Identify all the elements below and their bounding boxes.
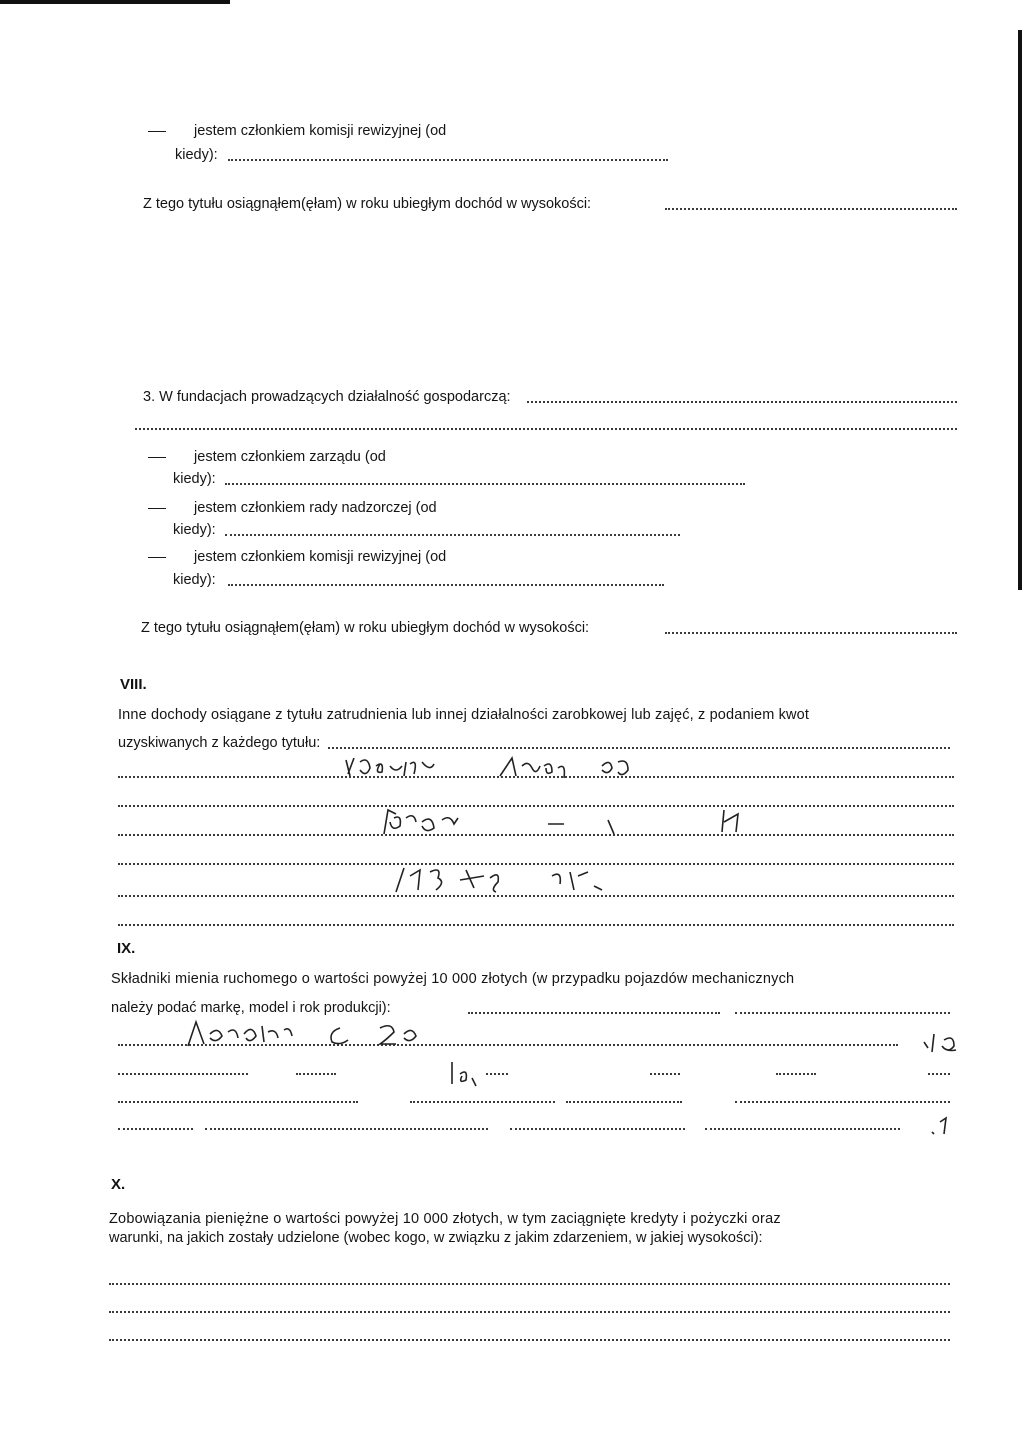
fill-line [410, 1101, 555, 1103]
list-dash [148, 131, 166, 132]
fill-line [228, 584, 664, 586]
scan-right-edge [1018, 30, 1022, 590]
fill-line [928, 1073, 950, 1075]
income-label: Z tego tytułu osiągnąłem(ęłam) w roku ubiegłym dochód w wysokości: [143, 196, 592, 212]
fill-line [510, 1128, 685, 1130]
section-numeral-ix: IX. [117, 940, 136, 957]
section-ix-text-1: Składniki mienia ruchomego o wartości powyżej 10 000 złotych (w przypadku pojazdów mechanicznych [111, 971, 795, 987]
fill-line [468, 1012, 720, 1014]
fill-line [328, 747, 950, 749]
foundations-heading: 3. W fundacjach prowadzących działalność gospodarczą: [143, 389, 511, 405]
list-dash [148, 508, 166, 509]
fill-line [705, 1128, 900, 1130]
fill-line [228, 159, 668, 161]
membership-supervisory-row [148, 499, 437, 517]
membership-revision-committee-row [148, 122, 446, 140]
section-viii-text-2: uzyskiwanych z każdego tytułu: [118, 735, 321, 751]
handwritten-entry-3 [390, 862, 650, 896]
fill-line [735, 1101, 950, 1103]
fill-line [296, 1073, 336, 1075]
section-numeral-viii: VIII. [120, 676, 147, 693]
fill-line [109, 1311, 950, 1313]
fill-line [665, 632, 957, 634]
membership-label: jestem członkiem rady nadzorczej (od [194, 500, 437, 516]
fill-line [486, 1073, 508, 1075]
fill-line [650, 1073, 680, 1075]
handwritten-entry-2 [378, 804, 778, 838]
fill-line [527, 401, 957, 403]
handwritten-margin-mark [926, 1112, 956, 1138]
fill-line [225, 534, 680, 536]
fill-line [735, 1012, 950, 1014]
fill-line [109, 1339, 950, 1341]
fill-line [109, 1283, 950, 1285]
handwritten-entry-1 [340, 752, 640, 782]
membership-label: jestem członkiem komisji rewizyjnej (od [194, 123, 447, 139]
section-ix-text-2: należy podać markę, model i rok produkcji): [111, 1000, 391, 1016]
fill-line [205, 1128, 488, 1130]
section-numeral-x: X. [111, 1176, 126, 1193]
since-when-label: kiedy): [173, 522, 216, 538]
handwritten-vehicle-entry [180, 1016, 500, 1050]
fill-line [118, 924, 954, 926]
list-dash [148, 457, 166, 458]
fill-line [225, 483, 745, 485]
since-when-label: kiedy): [173, 471, 216, 487]
list-dash [148, 557, 166, 558]
fill-line [566, 1101, 682, 1103]
membership-revision-row [148, 548, 446, 566]
since-when-label: kiedy): [173, 572, 216, 588]
since-when-label: kiedy): [175, 147, 218, 163]
income-label: Z tego tytułu osiągnąłem(ęłam) w roku ubiegłym dochód w wysokości: [141, 620, 590, 636]
fill-line [776, 1073, 816, 1075]
fill-line [665, 208, 957, 210]
membership-label: jestem członkiem zarządu (od [194, 449, 386, 465]
membership-label: jestem członkiem komisji rewizyjnej (od [194, 549, 447, 565]
scan-top-edge [0, 0, 230, 4]
membership-board-row [148, 448, 386, 466]
fill-line [118, 1101, 358, 1103]
handwritten-margin-mark [918, 1028, 968, 1058]
section-viii-text-1: Inne dochody osiągane z tytułu zatrudnienia lub innej działalności zarobkowej lub zajęć, z podaniem kwot [118, 707, 810, 723]
fill-line [118, 1128, 193, 1130]
fill-line [135, 428, 957, 430]
fill-line [118, 1073, 248, 1075]
section-x-text-1: Zobowiązania pieniężne o wartości powyżej 10 000 złotych, w tym zaciągnięte kredyty i pożyczki oraz [109, 1211, 781, 1227]
section-x-text-2: warunki, na jakich zostały udzielone (wobec kogo, w związku z jakim zdarzeniem, w jakiej wysokości): [109, 1230, 763, 1246]
